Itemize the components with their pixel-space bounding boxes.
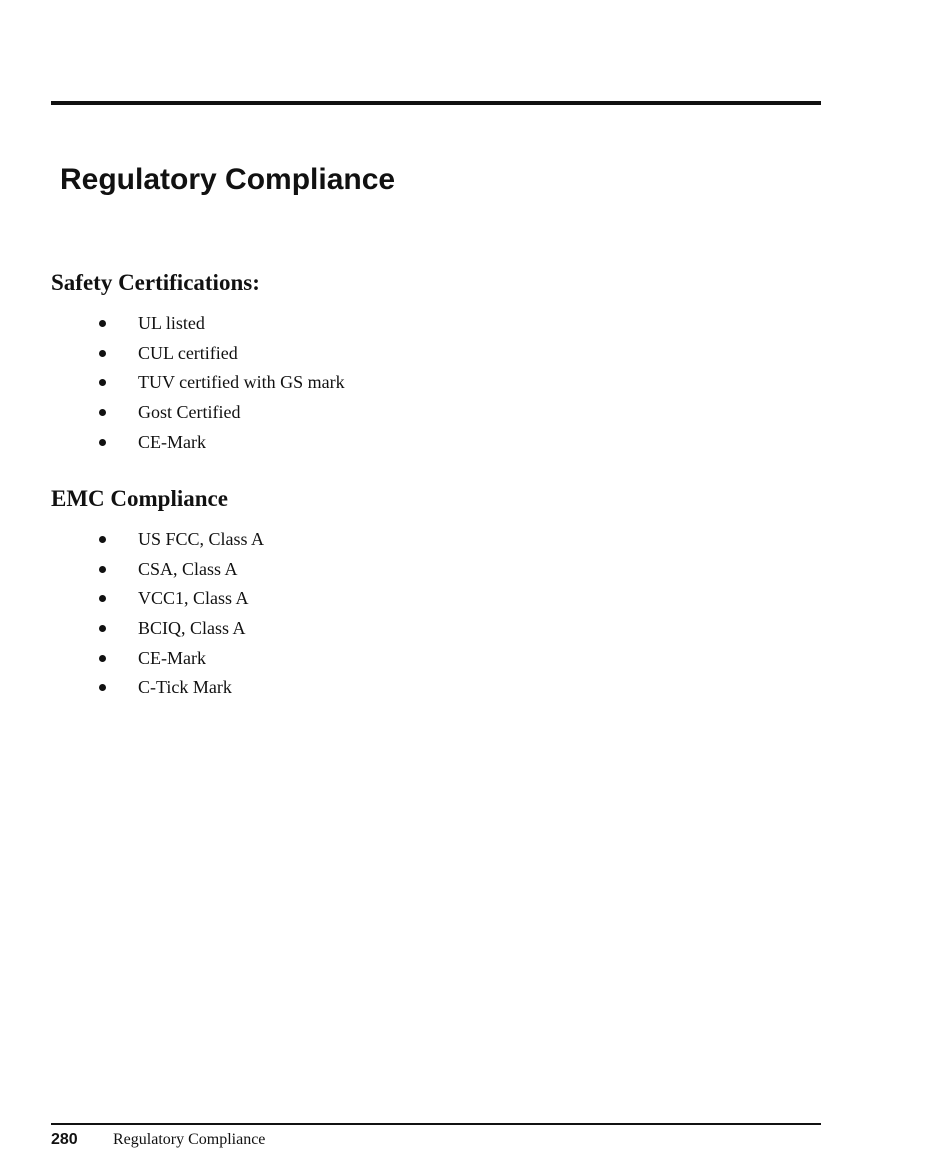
bullet-icon [99,439,106,446]
page-title: Regulatory Compliance [60,163,396,196]
list-item-text: CE-Mark [138,431,206,452]
list-item-text: CUL certified [138,342,238,363]
bullet-icon [99,655,106,662]
bullet-icon [99,350,106,357]
page-number: 280 [51,1131,78,1148]
bullet-icon [99,566,106,573]
footer-rule [51,1123,821,1125]
list-item-text: BCIQ, Class A [138,618,246,639]
header-rule [51,101,821,105]
bullet-icon [99,409,106,416]
list-item-text: Gost Certified [138,402,241,423]
bullet-icon [99,536,106,543]
list-item-text: TUV certified with GS mark [138,372,345,393]
running-footer-title: Regulatory Compliance [113,1131,266,1148]
list-item-text: VCC1, Class A [138,588,249,609]
list-item-text: CSA, Class A [138,558,238,579]
bullet-icon [99,379,106,386]
list-item-text: C-Tick Mark [138,677,232,698]
list-item-text: CE-Mark [138,647,206,668]
bullet-icon [99,595,106,602]
list-item-text: UL listed [138,313,205,333]
section-heading-emc-compliance: EMC Compliance [51,486,228,511]
bullet-icon [99,625,106,632]
bullet-icon [99,320,106,327]
section-heading-safety-certifications: Safety Certifications: [51,270,260,295]
bullet-icon [99,684,106,691]
list-item-text: US FCC, Class A [138,529,265,549]
